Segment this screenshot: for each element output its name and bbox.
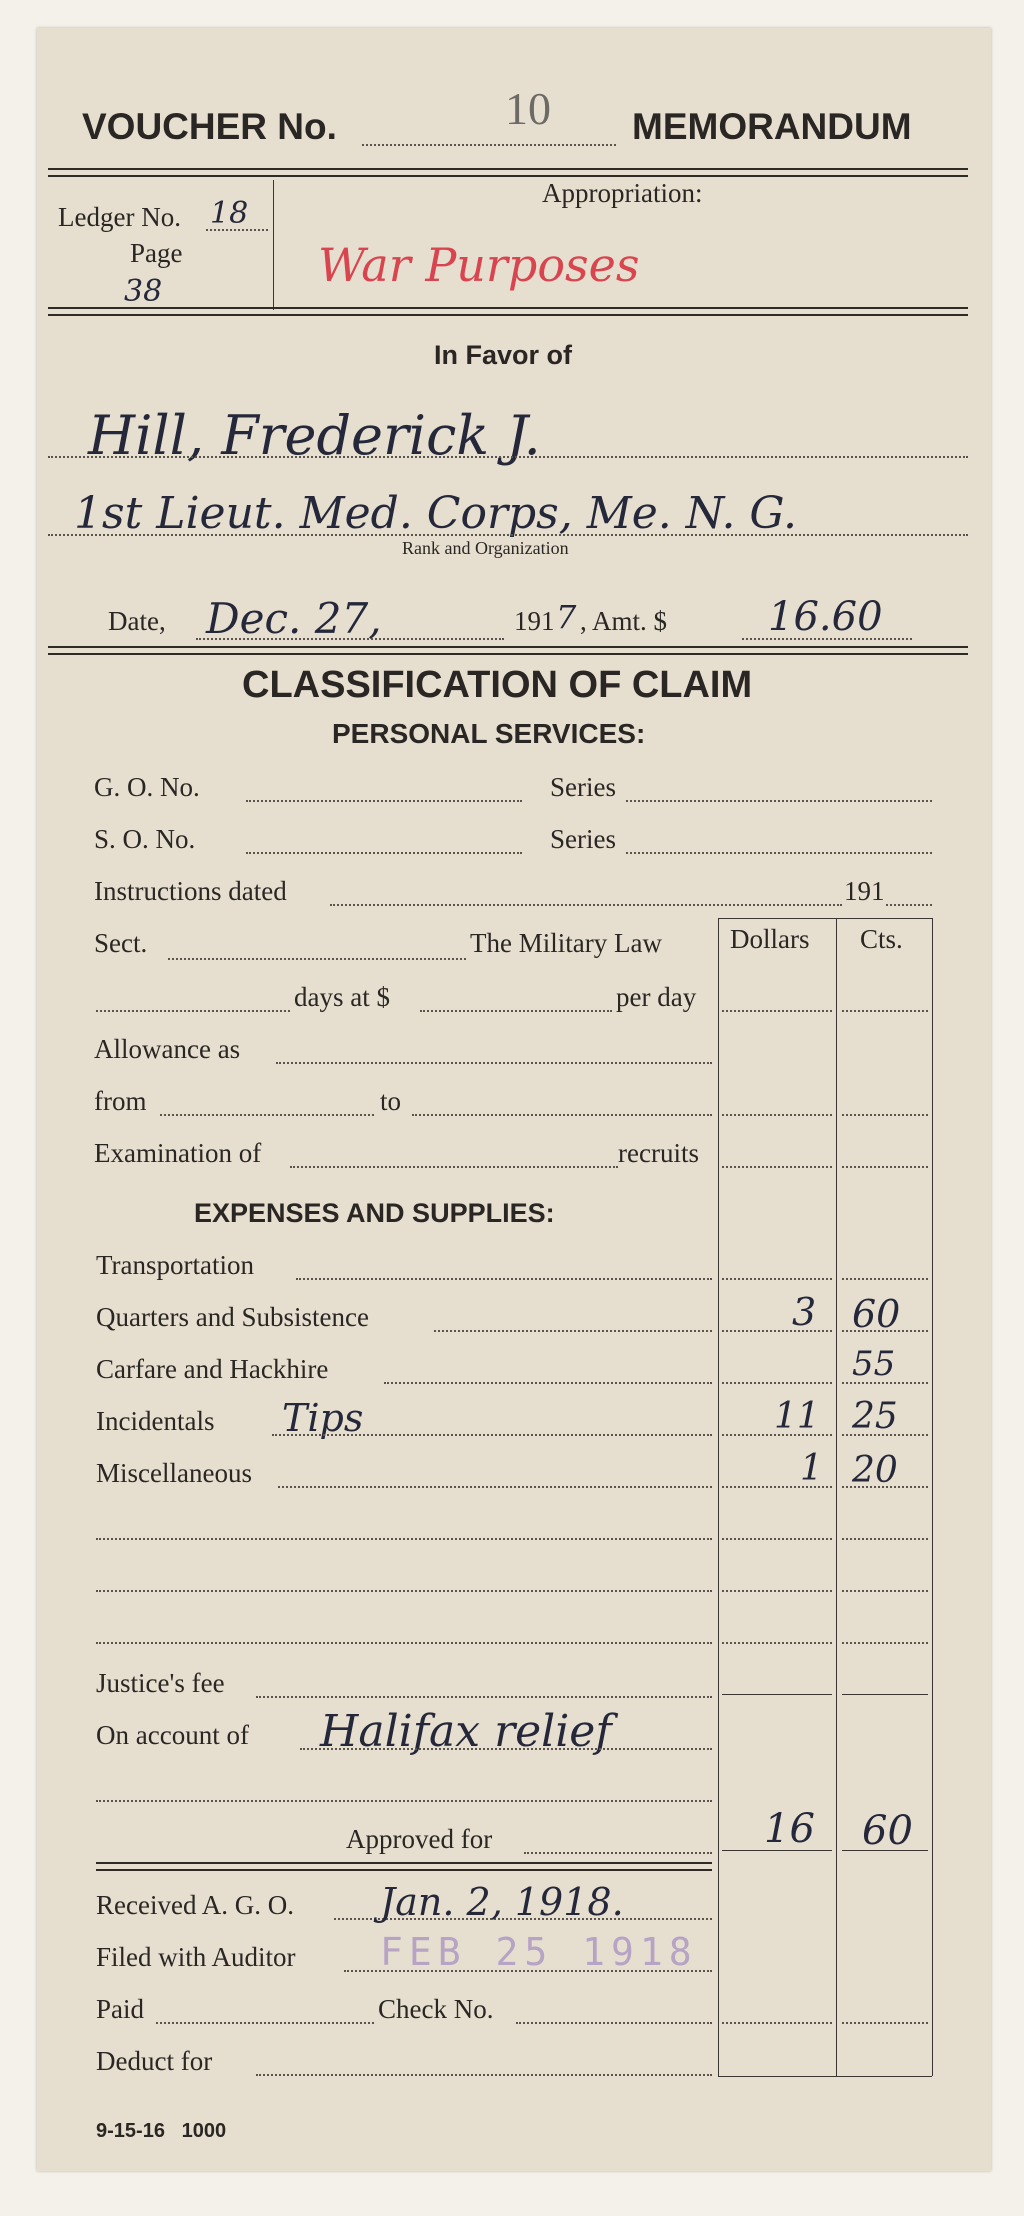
footer-rule-2 [96, 1869, 712, 1871]
dollars-header: Dollars [730, 924, 810, 954]
misc-cents: 20 [852, 1450, 898, 1491]
transportation-dollars-line [722, 1278, 832, 1280]
quarters-dollars: 3 [792, 1290, 817, 1334]
from-dollars-line [722, 1114, 832, 1116]
per-day-label: per day [616, 982, 697, 1012]
quarters-cents: 60 [852, 1292, 901, 1336]
exam-dollars-line [722, 1166, 832, 1168]
days-at-label: days at $ [294, 982, 390, 1012]
expense-label-incidentals: Incidentals [96, 1406, 215, 1436]
expense-label-carfare: Carfare and Hackhire [96, 1354, 329, 1384]
expense-label-transportation: Transportation [96, 1250, 255, 1280]
approved-for-line [524, 1852, 712, 1854]
incidentals-dollars: 11 [774, 1396, 820, 1437]
cents-column-right [932, 918, 933, 2076]
paid-label: Paid [96, 1994, 145, 2024]
series-1-label: Series [550, 772, 616, 802]
incidentals-detail: Tips [282, 1396, 364, 1440]
go-no-line [246, 800, 522, 802]
from-label: from [94, 1086, 147, 1116]
blank-line-3-cents [842, 1642, 928, 1644]
from-cents-line [842, 1114, 928, 1116]
recruits-label: recruits [618, 1138, 699, 1168]
carfare-dollars-line [722, 1382, 832, 1384]
appropriation-value: War Purposes [318, 238, 640, 292]
date-rule [48, 646, 968, 648]
series-1-line [626, 800, 932, 802]
memorandum-label: MEMORANDUM [632, 106, 912, 147]
received-label: Received A. G. O. [96, 1890, 294, 1920]
incidentals-line [272, 1434, 712, 1436]
voucher-label: VOUCHER No. [82, 106, 337, 147]
allowance-line [276, 1062, 712, 1064]
ledger-number: 18 [210, 196, 249, 231]
check-no-line [516, 2022, 712, 2024]
columns-bottom [718, 2076, 932, 2077]
appropriation-label: Appropriation: [542, 178, 703, 208]
expense-label-quarters: Quarters and Subsistence [96, 1302, 369, 1332]
money-columns-top [718, 918, 932, 919]
blank-line-3 [96, 1642, 712, 1644]
page-number: 38 [124, 274, 163, 309]
misc-dollars: 1 [800, 1448, 823, 1489]
series-2-line [626, 852, 932, 854]
allowance-label: Allowance as [94, 1034, 241, 1064]
incidentals-cents: 25 [852, 1396, 898, 1437]
exam-cents-line [842, 1166, 928, 1168]
instructions-year: 191 [844, 876, 885, 906]
sect-line [168, 958, 466, 960]
cents-header: Cts. [860, 924, 903, 954]
deduct-line [256, 2074, 712, 2076]
days-line [96, 1010, 290, 1012]
rate-line [420, 1010, 612, 1012]
transportation-line [296, 1278, 712, 1280]
expenses-heading: EXPENSES AND SUPPLIES: [194, 1198, 555, 1228]
quarters-line [434, 1330, 712, 1332]
header-rule-top [48, 168, 968, 170]
expense-label-miscellaneous: Miscellaneous [96, 1458, 252, 1488]
paid-line [156, 2022, 374, 2024]
paid-dollars-line [722, 2022, 832, 2024]
payee-rank-line [48, 534, 968, 536]
on-account-label: On account of [96, 1720, 249, 1750]
so-no-line [246, 852, 522, 854]
military-law-label: The Military Law [470, 928, 662, 958]
examination-label: Examination of [94, 1138, 262, 1168]
amount-label: , Amt. $ [580, 606, 668, 636]
days-cents-line [842, 1010, 928, 1012]
instructions-label: Instructions dated [94, 876, 287, 906]
paid-cents-line [842, 2022, 928, 2024]
so-no-label: S. O. No. [94, 824, 196, 854]
on-account-line-2 [96, 1800, 712, 1802]
blank-line-2 [96, 1590, 712, 1592]
blank-line-2-cents [842, 1590, 928, 1592]
examination-line [290, 1166, 618, 1168]
footer-rule [96, 1862, 712, 1864]
classification-title: CLASSIFICATION OF CLAIM [242, 664, 753, 706]
payee-name: Hill, Frederick J. [88, 404, 541, 467]
blank-line-1-cents [842, 1538, 928, 1540]
form-code: 9-15-16 1000 [96, 2120, 227, 2142]
justice-fee-line [256, 1696, 712, 1698]
ledger-label: Ledger No. [58, 202, 181, 232]
blank-line-3-dollars [722, 1642, 832, 1644]
received-value: Jan. 2, 1918. [380, 1880, 624, 1924]
blank-line-1-dollars [722, 1538, 832, 1540]
deduct-label: Deduct for [96, 2046, 213, 2076]
ledger-divider [273, 180, 274, 310]
days-dollars-line [722, 1010, 832, 1012]
instructions-year-line [886, 904, 932, 906]
ledger-rule-bottom [48, 307, 968, 309]
justice-dollars-line [722, 1694, 832, 1695]
date-value: Dec. 27, [206, 594, 382, 643]
date-rule-2 [48, 653, 968, 655]
series-2-label: Series [550, 824, 616, 854]
on-account-value: Halifax relief [320, 1706, 612, 1757]
blank-line-2-dollars [722, 1590, 832, 1592]
year-prefix: 191 [514, 606, 555, 636]
carfare-cents: 55 [852, 1344, 896, 1384]
approved-cents: 60 [862, 1808, 913, 1854]
payee-rank: 1st Lieut. Med. Corps, Me. N. G. [74, 488, 797, 539]
from-line [160, 1114, 374, 1116]
carfare-line [384, 1382, 712, 1384]
blank-line-1 [96, 1538, 712, 1540]
on-account-line [300, 1748, 712, 1750]
voucher-number: 10 [505, 83, 551, 134]
instructions-line [330, 904, 842, 906]
payee-name-line [48, 456, 968, 458]
rank-caption: Rank and Organization [402, 538, 569, 558]
approved-dollars: 16 [764, 1806, 815, 1852]
to-line [412, 1114, 712, 1116]
go-no-label: G. O. No. [94, 772, 200, 802]
page-label: Page [130, 238, 183, 268]
justice-cents-line [842, 1694, 928, 1695]
ledger-rule-bottom-2 [48, 314, 968, 316]
justice-fee-label: Justice's fee [96, 1668, 225, 1698]
transportation-cents-line [842, 1278, 928, 1280]
dollars-column-left [718, 918, 719, 2076]
year-suffix: 7 [556, 598, 577, 636]
approved-for-label: Approved for [346, 1824, 493, 1854]
date-label: Date, [108, 606, 166, 636]
check-no-label: Check No. [378, 1994, 494, 2024]
miscellaneous-line [278, 1486, 712, 1488]
dollars-cents-divider [836, 918, 837, 2076]
voucher-number-line [362, 144, 616, 146]
filed-label: Filed with Auditor [96, 1942, 296, 1972]
header-rule-top-2 [48, 175, 968, 177]
sect-label: Sect. [94, 928, 148, 958]
filed-stamp: FEB 25 1918 [380, 1930, 698, 1974]
in-favor-heading: In Favor of [434, 340, 573, 370]
amount-value: 16.60 [768, 594, 883, 640]
personal-services-heading: PERSONAL SERVICES: [332, 718, 646, 749]
to-label: to [380, 1086, 402, 1116]
